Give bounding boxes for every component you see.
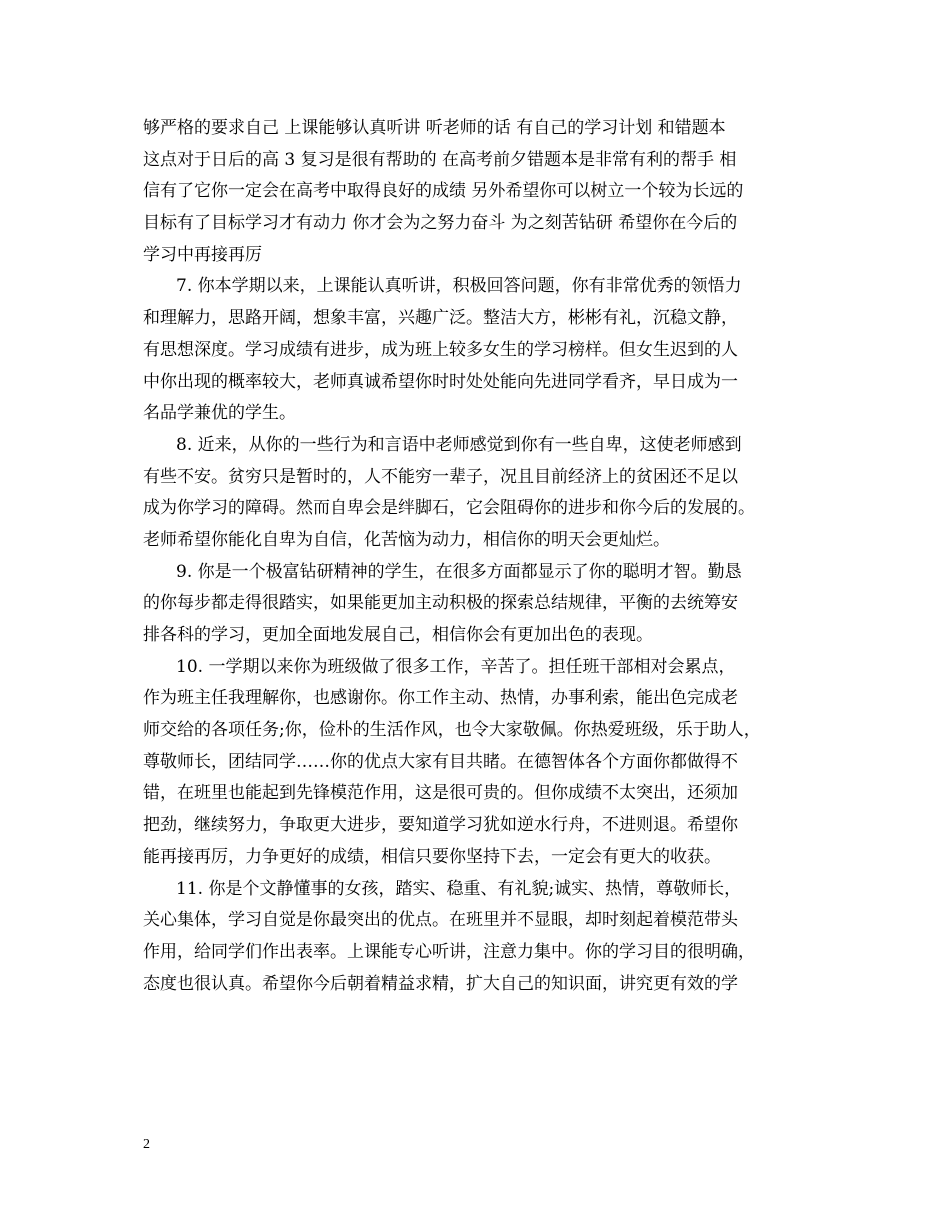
paragraph-first-line: 9. 你是一个极富钻研精神的学生，在很多方面都显示了你的聪明才智。勤恳: [176, 561, 742, 582]
text-line: 师交给的各项任务;你，俭朴的生活作风，也令大家敬佩。你热爱班级，乐于助人，: [143, 720, 761, 741]
text-line: 这点对于日后的高 3 复习是很有帮助的 在高考前夕错题本是非常有利的帮手 相: [143, 149, 737, 170]
paragraph-first-line: 11. 你是个文静懂事的女孩，踏实、稳重、有礼貌;诚实、热情，尊敬师长，: [176, 878, 742, 899]
text-line: 态度也很认真。希望你今后朝着精益求精，扩大自己的知识面，讲究更有效的学: [143, 973, 738, 994]
paragraph-first-line: 10. 一学期以来你为班级做了很多工作，辛苦了。担任班干部相对会累点，: [176, 656, 736, 677]
text-line: 能再接再厉，力争更好的成绩，相信只要你坚持下去，一定会有更大的收获。: [143, 846, 721, 867]
text-line: 学习中再接再厉: [143, 244, 262, 265]
text-line: 有些不安。贫穷只是暂时的，人不能穷一辈子，况且目前经济上的贫困还不足以: [143, 466, 738, 487]
text-line: 错，在班里也能起到先锋模范作用，这是很可贵的。但你成绩不太突出，还须加: [143, 783, 738, 804]
text-line: 老师希望你能化自卑为自信，化苦恼为动力，相信你的明天会更灿烂。: [143, 529, 670, 550]
text-line: 有思想深度。学习成绩有进步，成为班上较多女生的学习榜样。但女生迟到的人: [143, 339, 738, 360]
text-line: 的你每步都走得很踏实，如果能更加主动积极的探索总结规律，平衡的去统筹安: [143, 593, 738, 614]
text-line: 成为你学习的障碍。然而自卑会是绊脚石，它会阻碍你的进步和你今后的发展的。: [143, 498, 755, 519]
paragraph-first-line: 7. 你本学期以来，上课能认真听讲，积极回答问题，你有非常优秀的领悟力: [176, 276, 742, 297]
text-line: 够严格的要求自己 上课能够认真听讲 听老师的话 有自己的学习计划 和错题本: [143, 118, 726, 138]
text-line: 作用，给同学们作出表率。上课能专心听讲，注意力集中。你的学习目的很明确，: [143, 941, 755, 962]
page-number: 2: [143, 1137, 150, 1152]
text-line: 信有了它你一定会在高考中取得良好的成绩 另外希望你可以树立一个较为长远的: [143, 181, 744, 202]
paragraph-first-line: 8. 近来，从你的一些行为和言语中老师感觉到你有一些自卑，这使老师感到: [176, 434, 742, 455]
text-line: 和理解力，思路开阔，想象丰富，兴趣广泛。整洁大方，彬彬有礼，沉稳文静，: [143, 308, 738, 329]
text-line: 把劲，继续努力，争取更大进步，要知道学习犹如逆水行舟，不进则退。希望你: [143, 815, 738, 836]
text-line: 中你出现的概率较大，老师真诚希望你时时处处能向先进同学看齐，早日成为一: [143, 371, 738, 392]
text-line: 排各科的学习，更加全面地发展自己，相信你会有更加出色的表现。: [143, 625, 653, 645]
text-line: 作为班主任我理解你，也感谢你。你工作主动、热情，办事利索，能出色完成老: [143, 688, 738, 709]
text-line: 关心集体，学习自觉是你最突出的优点。在班里并不显眼，却时刻起着模范带头: [143, 910, 738, 931]
text-line: 名品学兼优的学生。: [143, 403, 296, 424]
text-line: 目标有了目标学习才有动力 你才会为之努力奋斗 为之刻苦钻研 希望你在今后的: [143, 213, 738, 234]
text-line: 尊敬师长，团结同学……你的优点大家有目共睹。在德智体各个方面你都做得不: [143, 751, 738, 772]
body-text: [143, 113, 823, 1000]
